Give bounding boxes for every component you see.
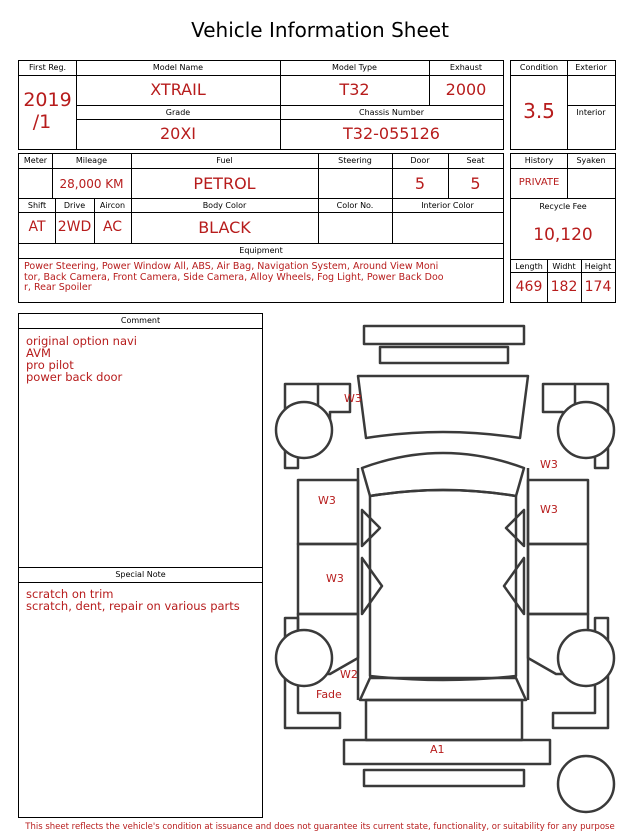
drive-value: 2WD (57, 219, 92, 235)
rear-window (360, 678, 526, 700)
exterior-label: Exterior (575, 63, 607, 72)
exhaust-value: 2000 (445, 80, 487, 99)
damage-mark: W3 (344, 392, 362, 405)
left-rear-window (362, 558, 382, 614)
right-front-door (528, 480, 588, 544)
height-label: Height (584, 262, 612, 271)
condition-label: Condition (519, 63, 559, 72)
registration-table (18, 60, 504, 150)
door-label: Door (410, 156, 430, 165)
mileage-label: Mileage (75, 156, 108, 165)
comment-label: Comment (120, 316, 161, 325)
model-type-value: T32 (339, 80, 370, 99)
left-front-wheel (276, 402, 332, 458)
chassis-number-value: T32-055126 (343, 124, 440, 143)
right-rear-window (504, 558, 524, 614)
damage-mark: W3 (326, 572, 344, 585)
first-reg-year: 2019 (23, 89, 72, 111)
condition-value: 3.5 (523, 99, 555, 123)
grade-value: 20XI (159, 124, 197, 143)
seat-label: Seat (466, 156, 485, 165)
shift-value: AT (28, 219, 46, 235)
spec-table (18, 153, 504, 303)
equipment-text: Power Steering, Power Window All, ABS, Air Bag, Navigation System, Around View Moni tor, Back Camera, Front Camera, Side Camera, Alloy Wheels, Fog Light, Power Back Doo r, Rear Spoiler (24, 261, 444, 293)
damage-mark: W3 (318, 494, 336, 507)
meter-label: Meter (23, 156, 48, 165)
disclaimer-footer: This sheet reflects the vehicle's condition at issuance and does not guarantee its current state, functionality, or suitability for any purpose (25, 822, 615, 832)
recycle-fee-value: 10,120 (533, 225, 593, 245)
door-value: 5 (414, 174, 426, 193)
mileage-value: 28,000 KM (59, 177, 124, 191)
model-type-label: Model Type (332, 63, 377, 72)
length-label: Length (515, 262, 543, 271)
aircon-label: Aircon (99, 201, 126, 210)
model-name-label: Model Name (152, 63, 204, 72)
comment-text: original option navi AVM pro pilot power back door (26, 334, 137, 384)
syaken-label: Syaken (576, 156, 606, 165)
tailgate (366, 700, 522, 740)
damage-mark: Fade (316, 688, 342, 701)
car-damage-diagram (270, 318, 630, 818)
front-bumper (364, 326, 524, 344)
spare-wheel (558, 756, 614, 812)
length-value: 469 (515, 279, 543, 295)
interior-color-label: Interior Color (421, 201, 474, 210)
rear-lower-bumper (364, 770, 524, 786)
damage-mark: A1 (430, 743, 445, 756)
condition-table (510, 60, 616, 150)
damage-mark: W3 (540, 503, 558, 516)
left-front-door (298, 480, 358, 544)
right-rear-wheel (558, 630, 614, 686)
seat-value: 5 (470, 174, 481, 193)
sheet-title: Vehicle Information Sheet (191, 18, 449, 42)
equipment-label: Equipment (239, 246, 283, 255)
body-color-value: BLACK (198, 218, 251, 237)
hood (358, 376, 528, 438)
width-label: Widht (552, 262, 576, 271)
aircon-value: AC (102, 219, 123, 235)
grade-label: Grade (165, 108, 191, 117)
damage-mark: W2 (340, 668, 358, 681)
right-front-wheel (558, 402, 614, 458)
model-name-value: XTRAIL (150, 80, 206, 99)
width-value: 182 (550, 279, 578, 295)
exhaust-label: Exhaust (449, 63, 483, 72)
special-note-label: Special Note (115, 570, 166, 579)
front-grille (380, 347, 508, 363)
history-value: PRIVATE (518, 177, 560, 188)
rear-bumper (344, 740, 550, 764)
first-reg-label: First Reg. (28, 63, 67, 72)
damage-mark: W3 (540, 458, 558, 471)
fuel-value: PETROL (193, 174, 256, 193)
fuel-label: Fuel (216, 156, 233, 165)
history-label: History (524, 156, 554, 165)
color-no-label: Color No. (336, 201, 374, 210)
history-table (510, 153, 616, 303)
steering-label: Steering (338, 156, 372, 165)
drive-label: Drive (63, 201, 86, 210)
left-rear-wheel (276, 630, 332, 686)
height-value: 174 (584, 279, 612, 295)
first-reg-month: /1 (32, 111, 52, 133)
roof (370, 490, 516, 680)
recycle-fee-label: Recycle Fee (539, 202, 587, 211)
shift-label: Shift (27, 201, 47, 210)
right-rear-door (528, 544, 588, 614)
interior-label: Interior (576, 108, 606, 117)
special-note-text: scratch on trim scratch, dent, repair on various parts (26, 587, 240, 613)
chassis-number-label: Chassis Number (359, 108, 424, 117)
comment-panel (18, 313, 263, 818)
body-color-label: Body Color (202, 201, 247, 210)
